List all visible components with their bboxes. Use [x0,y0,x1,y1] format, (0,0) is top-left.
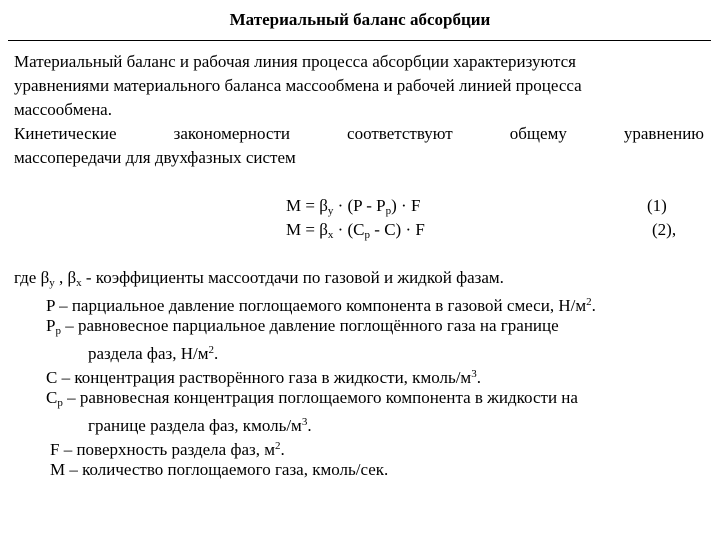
paragraph-line-3: массообмена. [14,100,112,119]
paragraph-line-1: Материальный баланс и рабочая линия процесса абсорбции характеризуются [14,52,576,71]
title-divider [8,40,711,41]
definition-p: P – парциальное давление поглощаемого компонента в газовой смеси, $Н/м^2$. [46,296,596,315]
definition-coefficients: где $\beta_y$ , $\beta_x$ - коэффициенты массоотдачи по газовой и жидкой фазам. [14,268,504,289]
word: уравнению [623,124,705,143]
definition-m: M – количество поглощаемого газа, кмоль/сек. [50,460,389,479]
equation-1-number: (1) [647,196,667,215]
definition-f: F – поверхность раздела фаз, $м^2$. [50,440,285,459]
definition-pp-cont: раздела фаз, $Н/м^2$. [88,344,219,363]
paragraph-line-2: уравнениями материального баланса массообмена и рабочей линией процесса [14,76,582,95]
definition-cp-cont: границе раздела фаз, кмоль/$м^3$. [88,416,312,435]
definition-pp: $P_p$ – равновесное парциальное давление поглощённого газа на границе [46,316,559,337]
definition-c: C – концентрация растворённого газа в жидкости, кмоль/$м^3$. [46,368,481,387]
word: общему [509,124,567,143]
equation-1: $M = \beta_y \cdot (P - P_p) \cdot F$ [286,196,421,217]
page-title: Материальный баланс абсорбции [229,10,491,29]
equation-2-number: (2), [652,220,677,239]
paragraph-line-5: массопередачи для двухфазных систем [14,148,296,167]
word: соответствуют [347,124,453,143]
paragraph-line-4 [14,124,704,144]
definition-cp: $C_p$ – равновесная концентрация поглощаемого компонента в жидкости на [46,388,578,409]
word: закономерности [173,124,290,143]
equation-2: $M = \beta_x \cdot (C_p - C) \cdot F$ [286,220,425,241]
word: Кинетические [14,124,117,143]
